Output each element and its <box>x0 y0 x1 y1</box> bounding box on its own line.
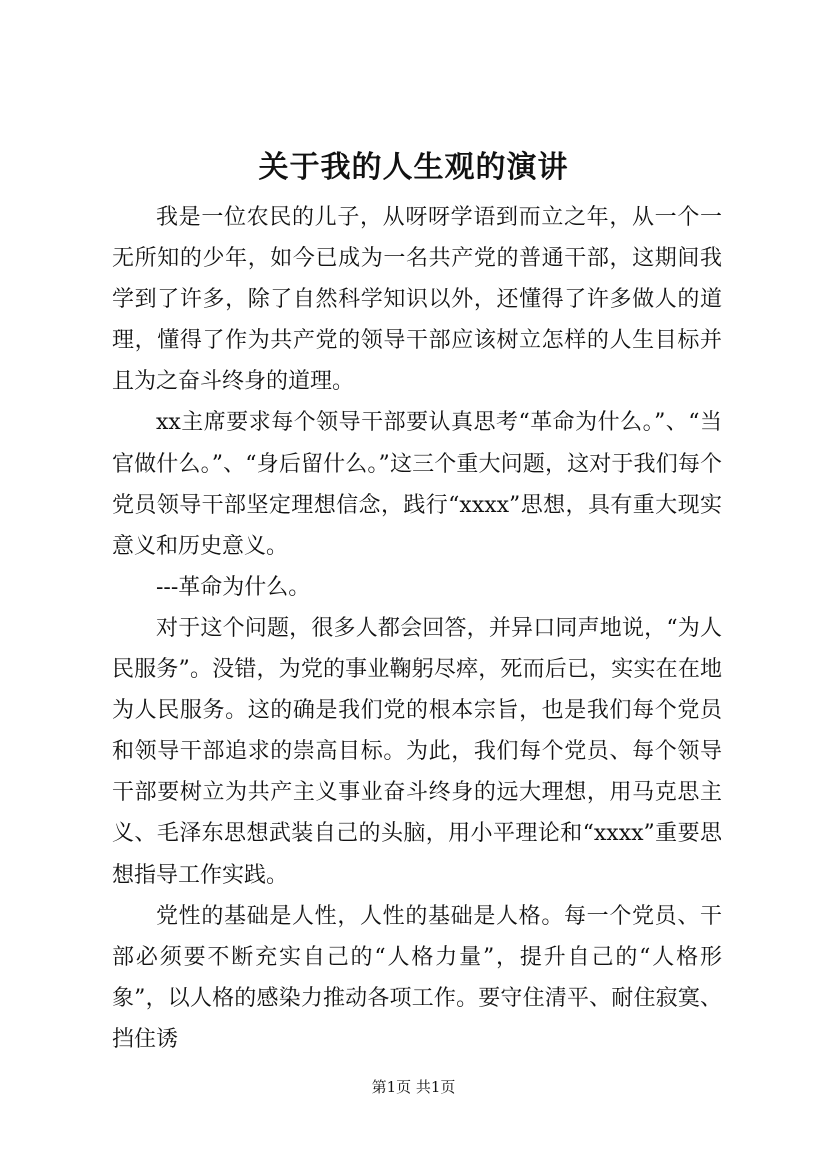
document-body <box>112 197 722 1060</box>
document-title: 关于我的人生观的演讲 <box>258 150 569 185</box>
paragraph-4: 对于这个问题，很多人都会回答，并异口同声地说，“为人民服务”。没错，为党的事业鞠躬尽瘁，死而后已，实实在在地为人民服务。这的确是我们党的根本宗旨，也是我们每个党员和领导干部追求的崇高目标。为此，我们每个党员、每个领导干部要树立为共产主义事业奋斗终身的远大理想，用马克思主义、毛泽东思想武装自己的头脑，用小平理论和“xxxx”重要思想指导工作实践。 <box>112 615 722 888</box>
paragraph-3: ---革命为什么。 <box>156 574 311 600</box>
page-footer: 第1页 共1页 <box>371 1078 456 1096</box>
paragraph-1: 我是一位农民的儿子，从呀呀学语到而立之年，从一个一无所知的少年，如今已成为一名共产党的普通干部，这期间我学到了许多，除了自然科学知识以外，还懂得了许多做人的道理，懂得了作为共产党的领导干部应该树立怎样的人生目标并且为之奋斗终身的道理。 <box>112 205 722 395</box>
paragraph-2: xx主席要求每个领导干部要认真思考“革命为什么。”、“当官做什么。”、“身后留什么。”这三个重大问题，这对于我们每个党员领导干部坚定理想信念，践行“xxxx”思想，具有重大现实意义和历史意义。 <box>112 410 722 559</box>
paragraph-5: 党性的基础是人性，人性的基础是人格。每一个党员、干部必须要不断充实自己的“人格力量”，提升自己的“人格形象”，以人格的感染力推动各项工作。要守住清平、耐住寂寞、挡住诱 <box>112 903 722 1052</box>
